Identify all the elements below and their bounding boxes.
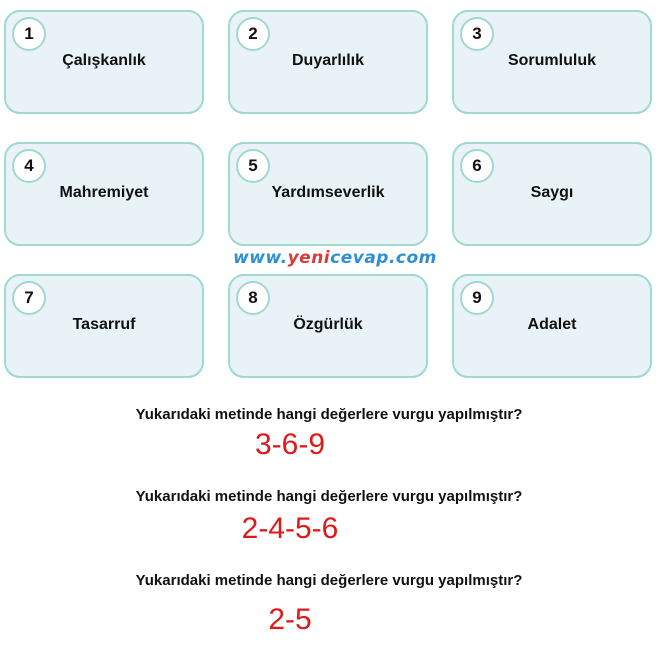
card-label: Saygı [530,184,574,201]
card-label: Özgürlük [293,316,363,333]
watermark-part: yeni [287,248,331,268]
watermark-part: cevap [330,248,389,268]
value-card [452,274,652,378]
question-text: Yukarıdaki metinde hangi değerlere vurgu yapılmıştır? [135,406,523,423]
value-card [228,10,428,114]
value-card [228,142,428,246]
answer-text: 2-5 [268,603,312,636]
card-number-badge: 3 [460,17,494,51]
card-label: Mahremiyet [59,184,149,201]
value-card [4,10,204,114]
card-number-badge: 2 [236,17,270,51]
value-card [4,142,204,246]
question-text: Yukarıdaki metinde hangi değerlere vurgu yapılmıştır? [135,488,523,505]
value-card [452,10,652,114]
card-label: Duyarlılık [291,52,365,69]
card-number-badge: 5 [236,149,270,183]
card-label: Adalet [527,316,577,333]
card-label: Sorumluluk [507,52,596,69]
watermark-part: www. [233,248,288,268]
card-number-badge: 7 [12,281,46,315]
answer-text: 3-6-9 [254,428,326,461]
card-number-badge: 6 [460,149,494,183]
watermark-part: .com [388,248,437,268]
card-number-badge: 9 [460,281,494,315]
question-text: Yukarıdaki metinde hangi değerlere vurgu yapılmıştır? [135,572,523,589]
value-card [452,142,652,246]
watermark [220,248,450,268]
card-number-badge: 1 [12,17,46,51]
answer-text: 2-4-5-6 [241,512,339,545]
card-number-badge: 4 [12,149,46,183]
card-number-badge: 8 [236,281,270,315]
value-card [228,274,428,378]
value-card [4,274,204,378]
card-label: Tasarruf [72,316,136,333]
card-label: Yardımseverlik [271,184,385,201]
card-label: Çalışkanlık [62,52,146,69]
